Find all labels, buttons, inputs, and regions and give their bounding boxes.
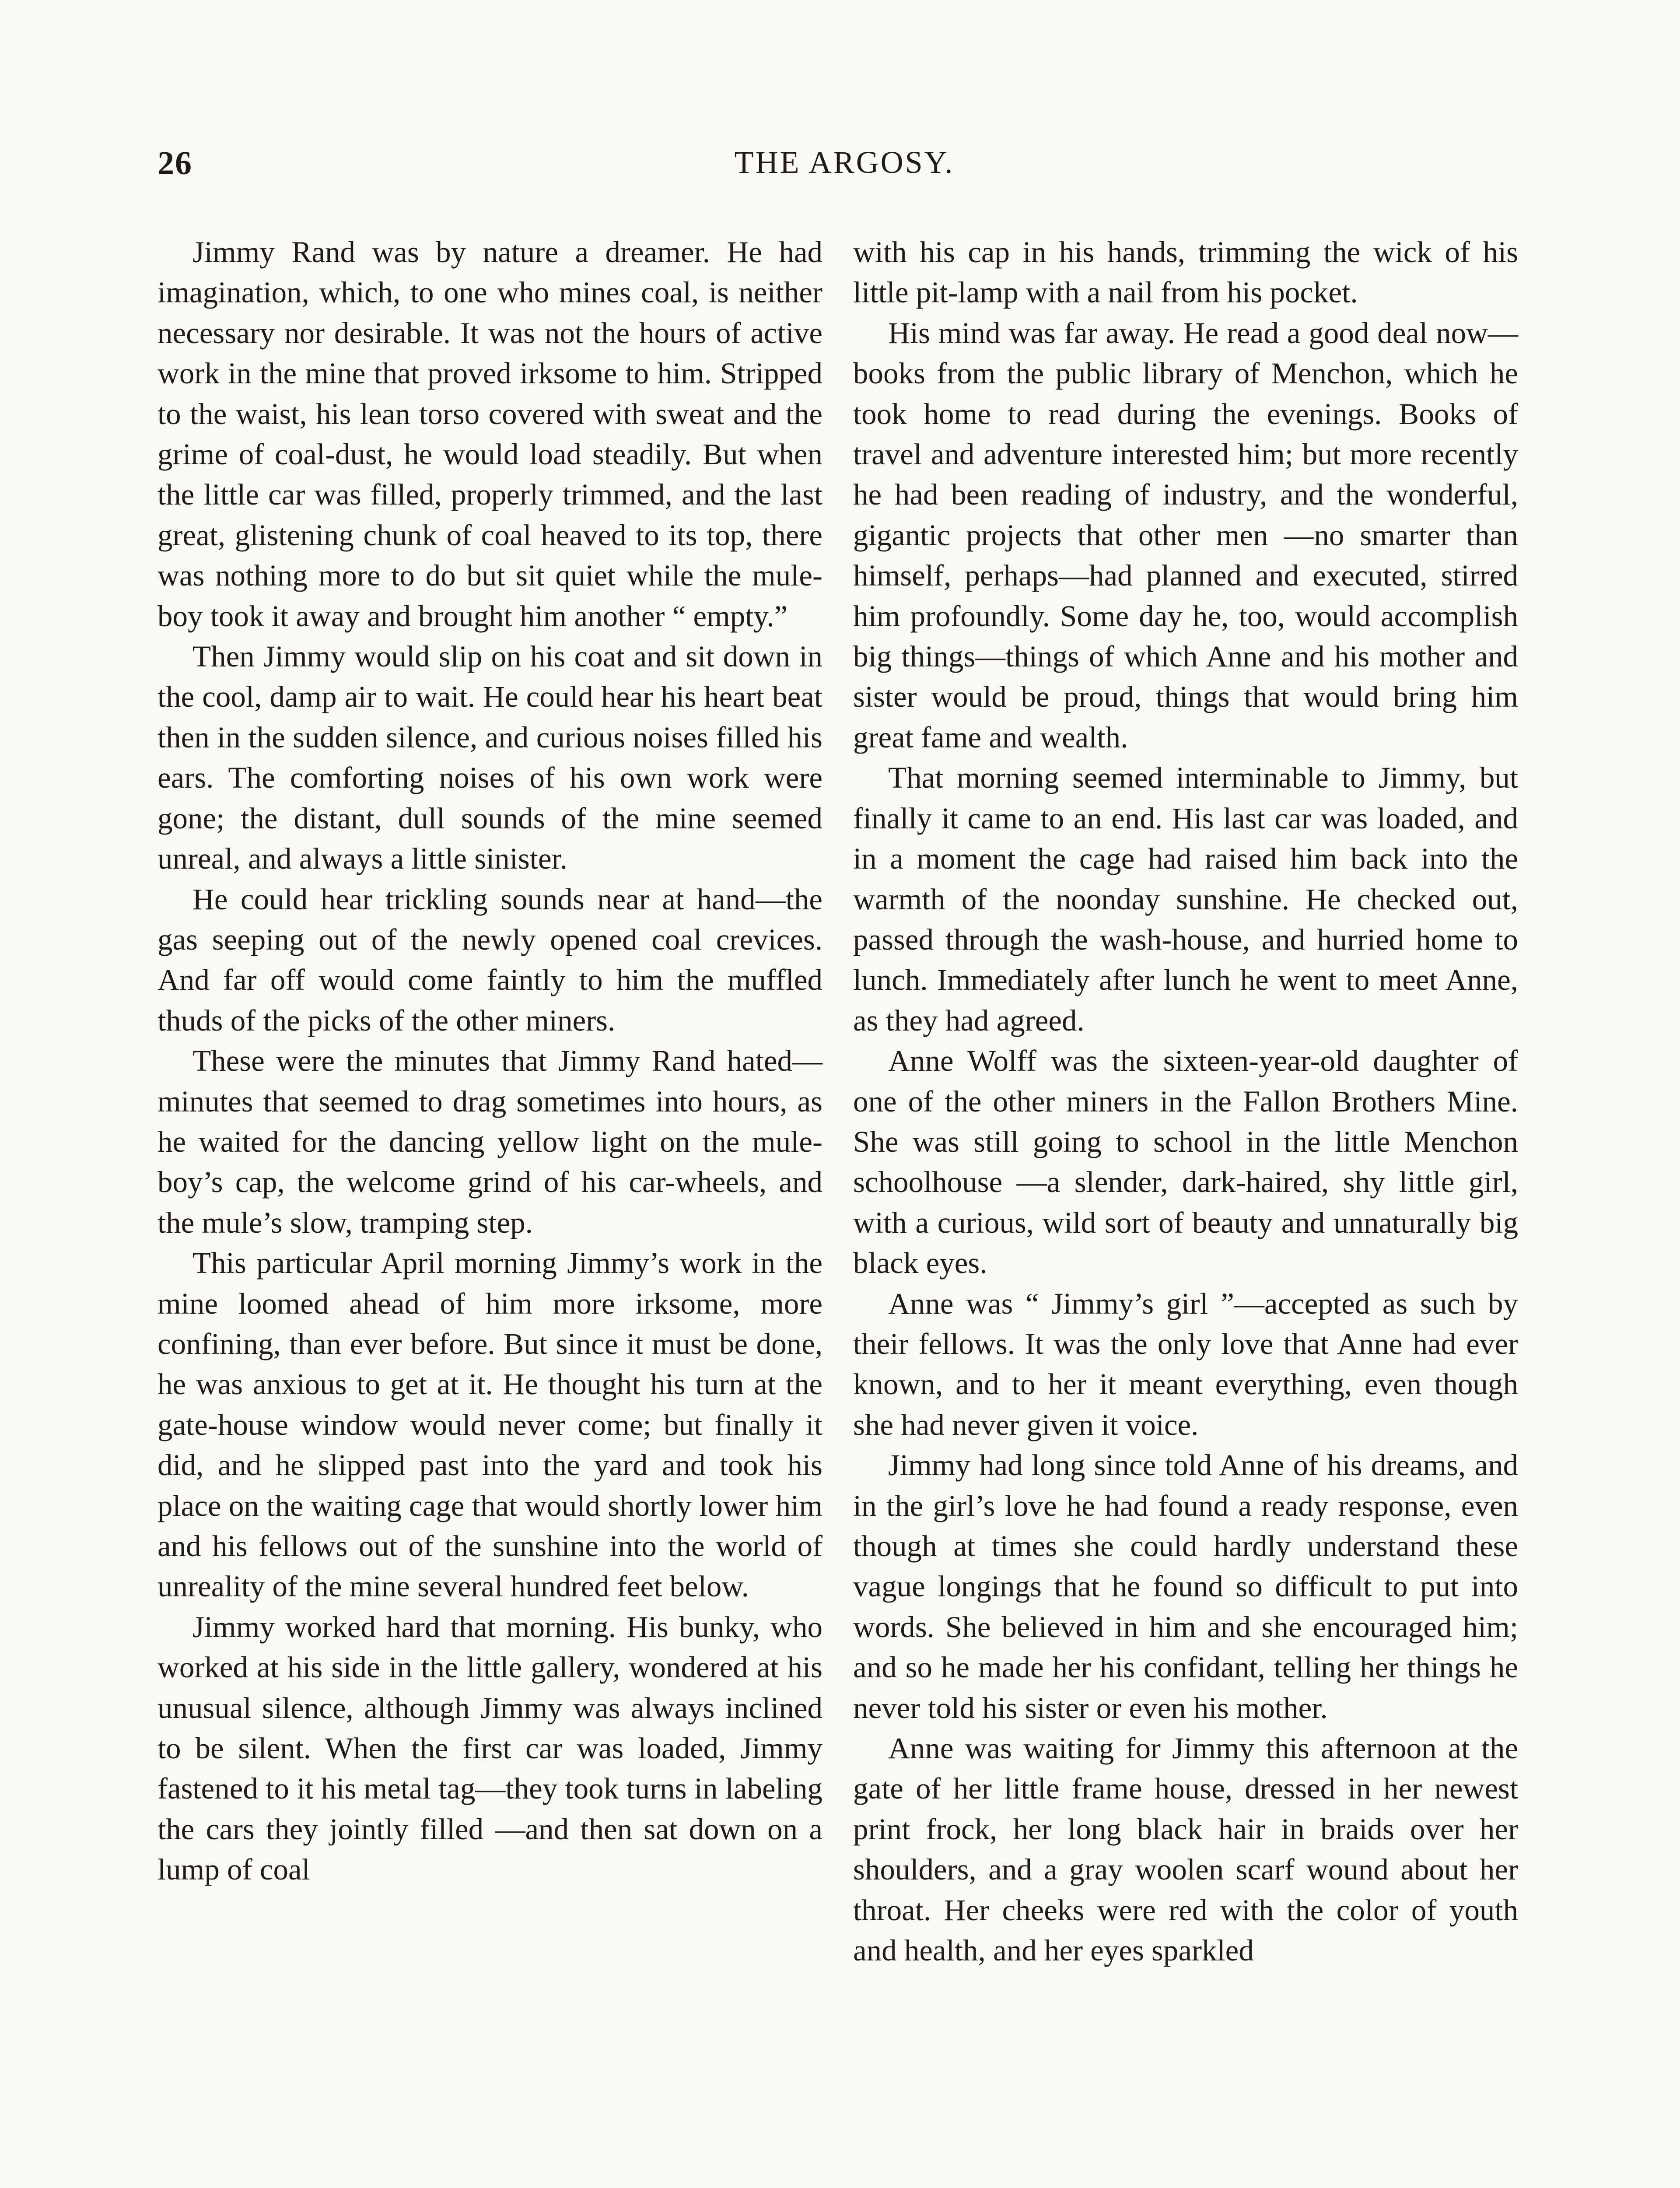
- paragraph: Anne was waiting for Jimmy this afternoon at the gate of her little frame house, dressed in her newest print frock, her long black hair in braids over her shoulders, and a gray woolen scarf wound about her throat. Her cheeks were red with the color of youth and health, and her eyes sparkled: [853, 1732, 1518, 1967]
- paragraph-continuation: with his cap in his hands, trimming the wick of his little pit-lamp with a nail from his pocket.: [853, 235, 1518, 309]
- paragraph: Anne was “ Jimmy’s girl ”—accepted as such by their fellows. It was the only love that Anne had ever known, and to her it meant everything, even though she had never given it voice.: [853, 1287, 1518, 1441]
- paragraph: Jimmy had long since told Anne of his dreams, and in the girl’s love he had found a ready response, even though at times she could hardly understand these vague longings that he found so difficult to put into words. She believed in him and she encouraged him; and so he made her his confidant, telling her things he never told his sister or even his mother.: [853, 1448, 1518, 1725]
- paragraph: This particular April morning Jimmy’s work in the mine loomed ahead of him more irksome, more confining, than ever before. But since it must be done, he was anxious to get at it. He thought his turn at the gate-house window would never come; but finally it did, and he slipped past into the yard and took his place on the waiting cage that would shortly lower him and his fellows out of the sunshine into the world of unreality of the mine several hundred feet below.: [158, 1246, 822, 1603]
- paragraph: Then Jimmy would slip on his coat and sit down in the cool, damp air to wait. He could hear his heart beat then in the sudden silence, and curious noises filled his ears. The comforting noises of his own work were gone; the distant, dull sounds of the mine seemed unreal, and always a little sinister.: [158, 640, 822, 876]
- paragraph: Jimmy Rand was by nature a dreamer. He had imagination, which, to one who mines coal, is neither necessary nor desirable. It was not the hours of active work in the mine that proved irksome to him. Stripped to the waist, his lean torso covered with sweat and the grime of coal-dust, he would load steadily. But when the little car was filled, properly trimmed, and the last great, glistening chunk of coal heaved to its top, there was nothing more to do but sit quiet while the mule-boy took it away and brought him another “ empty.”: [158, 235, 822, 633]
- left-column: [158, 232, 822, 1890]
- right-column: [853, 232, 1518, 1971]
- paragraph: These were the minutes that Jimmy Rand hated—minutes that seemed to drag sometimes into hours, as he waited for the dancing yellow light on the mule-boy’s cap, the welcome grind of his car-wheels, and the mule’s slow, tramping step.: [158, 1044, 822, 1239]
- paragraph: That morning seemed interminable to Jimmy, but finally it came to an end. His last car was loaded, and in a moment the cage had raised him back into the warmth of the noonday sunshine. He checked out, passed through the wash-house, and hurried home to lunch. Immediately after lunch he went to meet Anne, as they had agreed.: [853, 761, 1518, 1037]
- paragraph: Jimmy worked hard that morning. His bunky, who worked at his side in the little gallery, wondered at his unusual silence, although Jimmy was always inclined to be silent. When the first car was loaded, Jimmy fastened to it his metal tag—they took turns in labeling the cars they jointly filled —and then sat down on a lump of coal: [158, 1610, 822, 1886]
- paragraph: He could hear trickling sounds near at hand—the gas seeping out of the newly opened coal crevices. And far off would come faintly to him the muffled thuds of the picks of the other miners.: [158, 882, 822, 1037]
- paragraph: Anne Wolff was the sixteen-year-old daughter of one of the other miners in the Fallon Brothers Mine. She was still going to school in the little Menchon schoolhouse —a slender, dark-haired, shy little girl, with a curious, wild sort of beauty and unnaturally big black eyes.: [853, 1044, 1518, 1280]
- running-title: THE ARGOSY.: [734, 145, 955, 180]
- page-number: 26: [158, 145, 192, 182]
- page-header: [158, 144, 1531, 193]
- paragraph: His mind was far away. He read a good deal now—books from the public library of Menchon, which he took home to read during the evenings. Books of travel and adventure interested him; but more recently he had been reading of industry, and the wonderful, gigantic projects that other men —no smarter than himself, perhaps—had planned and executed, stirred him profoundly. Some day he, too, would accomplish big things—things of which Anne and his mother and sister would be proud, things that would bring him great fame and wealth.: [853, 316, 1518, 754]
